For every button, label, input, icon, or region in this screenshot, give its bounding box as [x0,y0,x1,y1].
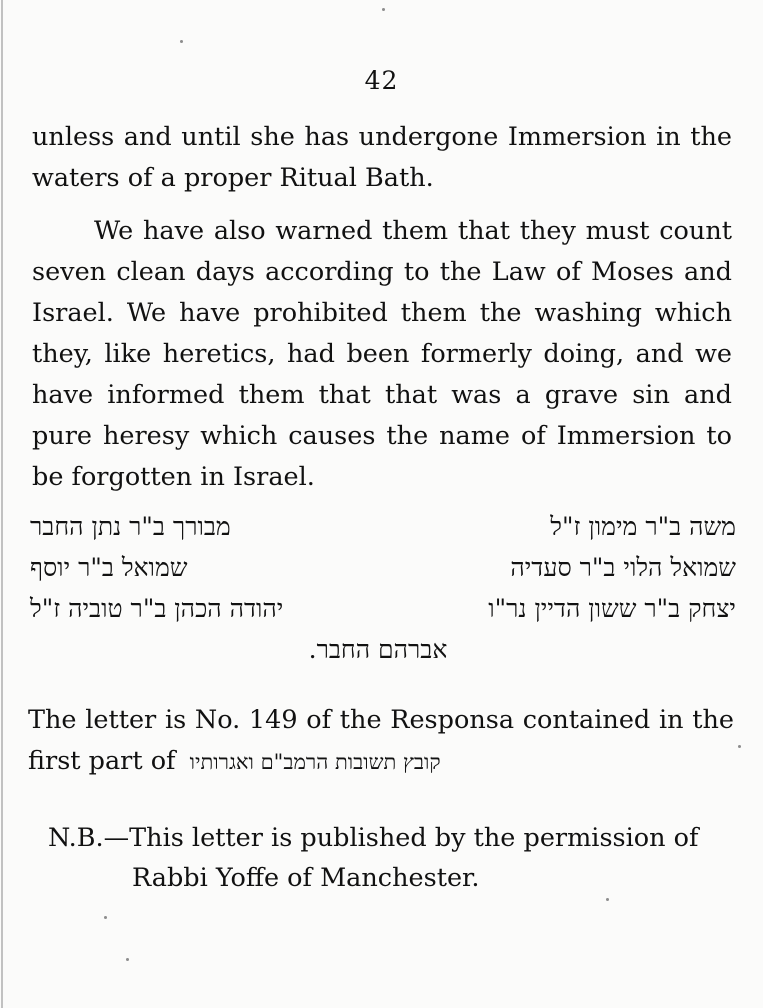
signature-row [30,547,736,588]
signature-name: משה ב"ר מימון ז"ל [550,512,736,541]
print-speck [104,916,107,919]
hebrew-book-title: קובץ תשובות הרמב"ם ואגרותיו [189,750,441,774]
source-text: The letter is No. 149 of the Responsa contained in the first part of [28,705,734,776]
paragraph-source [28,700,734,783]
signature-name: מבורך ב"ר נתן החבר [30,512,231,541]
hebrew-signatures [30,506,736,670]
print-speck [382,8,385,11]
print-speck [606,898,609,901]
note-line-2: Rabbi Yoffe of Manchester. [132,863,480,893]
permission-note [48,818,738,898]
note-line-1: N.B.—This letter is published by the permission of [48,823,699,853]
signature-name-final: אברהם החבר. [308,635,448,664]
signature-name: שמואל ב"ר יוסף [30,553,188,582]
print-speck [126,958,129,961]
signature-name: שמואל הלוי ב"ר סעדיה [510,553,736,582]
page-number: 42 [364,66,399,95]
print-speck [180,40,183,43]
paragraph-continuation: unless and until she has undergone Immersion in the waters of a proper Ritual Bath. [32,122,732,193]
print-speck [738,745,741,748]
signature-row [30,506,736,547]
signature-row [30,588,736,629]
signature-name: יהודה הכהן ב"ר טוביה ז"ל [30,594,284,623]
page-edge [1,0,3,1008]
signature-name: יצחק ב"ר ששון הדיין נר"ו [488,594,736,623]
paragraph-warning: We have also warned them that they must count seven clean days according to the Law of Moses and Israel. We have prohibited them the washing which they, like heretics, had been formerly doing, and we have informed them that that was a grave sin and pure heresy which causes the name of Immersion to be forgotten in Israel. [32,216,732,492]
